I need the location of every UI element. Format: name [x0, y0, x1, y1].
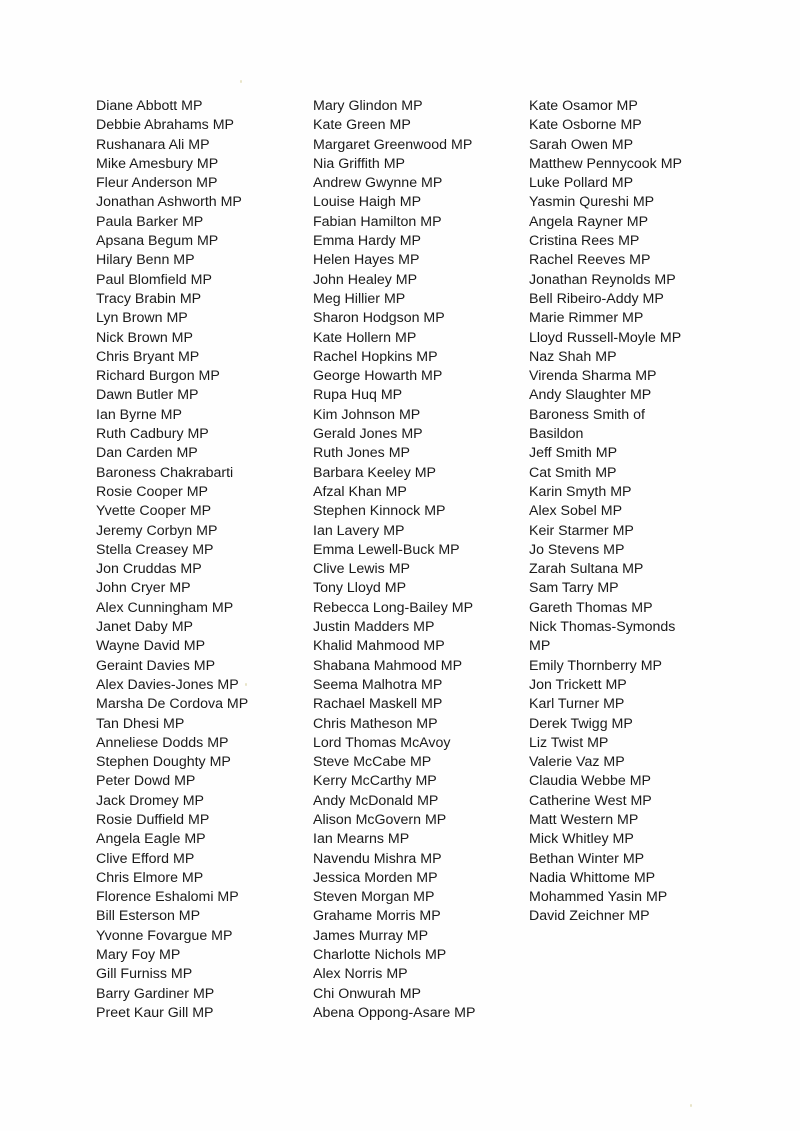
signatory-name: Alex Davies-Jones MP	[96, 676, 239, 693]
signatory-name: Margaret Greenwood MP	[313, 136, 473, 153]
signatory-name: Yvonne Fovargue MP	[96, 927, 233, 944]
signatory-name: Alex Norris MP	[313, 966, 408, 983]
signatory-name: Sam Tarry MP	[529, 580, 619, 597]
signatory-name: Navendu Mishra MP	[313, 850, 442, 867]
signatory-name: Jeremy Corbyn MP	[96, 522, 218, 539]
signatory-name: Bill Esterson MP	[96, 908, 201, 925]
signatory-name: Nick Brown MP	[96, 329, 193, 346]
signatory-name: Valerie Vaz MP	[529, 754, 625, 771]
signatory-name: Mary Foy MP	[96, 947, 181, 964]
signatory-name: Angela Eagle MP	[96, 831, 206, 848]
signatory-name: Marie Rimmer MP	[529, 310, 644, 327]
signatory-name: Wayne David MP	[96, 638, 206, 655]
signatory-name: Mohammed Yasin MP	[529, 889, 668, 906]
signatory-name: Tracy Brabin MP	[96, 290, 202, 307]
signatory-name: Janet Daby MP	[96, 619, 193, 636]
signatory-name: Emily Thornberry MP	[529, 657, 662, 674]
signatory-column-1	[96, 97, 306, 1023]
signatory-name: Barry Gardiner MP	[96, 985, 215, 1002]
signatory-name: Lyn Brown MP	[96, 310, 188, 327]
signatory-name: Anneliese Dodds MP	[96, 734, 229, 751]
signatory-name: Seema Malhotra MP	[313, 676, 443, 693]
signatory-name: Ian Mearns MP	[313, 831, 410, 848]
signatory-name: Ruth Jones MP	[313, 445, 410, 462]
signatory-name: Chris Elmore MP	[96, 869, 204, 886]
signatory-column-2	[313, 97, 523, 1023]
signatory-name: Gill Furniss MP	[96, 966, 193, 983]
signatory-name: Angela Rayner MP	[529, 213, 649, 230]
signatory-name: Rosie Cooper MP	[96, 483, 208, 500]
signatory-name: Andrew Gwynne MP	[313, 175, 443, 192]
signatory-name: Nia Griffith MP	[313, 155, 405, 172]
signatory-name: Cristina Rees MP	[529, 233, 640, 250]
signatory-name: Gerald Jones MP	[313, 426, 423, 443]
signatory-name: James Murray MP	[313, 927, 429, 944]
signatory-name: David Zeichner MP	[529, 908, 650, 925]
signatory-name: Rachael Maskell MP	[313, 696, 443, 713]
signatory-name: Stella Creasey MP	[96, 541, 214, 558]
signatory-name: Ian Lavery MP	[313, 522, 405, 539]
signatory-name: Alex Sobel MP	[529, 503, 623, 520]
signatory-name: Bethan Winter MP	[529, 850, 645, 867]
signatory-name: Baroness Smith of Basildon	[529, 406, 645, 443]
signatory-name: Jon Cruddas MP	[96, 561, 202, 578]
signatory-name: Matthew Pennycook MP	[529, 155, 682, 172]
signatory-name: Tony Lloyd MP	[313, 580, 407, 597]
signatory-name: Rushanara Ali MP	[96, 136, 210, 153]
signatory-name: Baroness Chakrabarti	[96, 464, 234, 481]
signatory-name: Virenda Sharma MP	[529, 368, 657, 385]
signatory-name: Rosie Duffield MP	[96, 811, 210, 828]
signatory-name: Meg Hillier MP	[313, 290, 406, 307]
signatory-name: Louise Haigh MP	[313, 194, 422, 211]
signatory-name: Bell Ribeiro-Addy MP	[529, 290, 664, 307]
signatory-name: Clive Lewis MP	[313, 561, 410, 578]
signatory-name: Marsha De Cordova MP	[96, 696, 249, 713]
signatory-name: Ruth Cadbury MP	[96, 426, 209, 443]
signatory-name: Zarah Sultana MP	[529, 561, 644, 578]
signatory-name: Diane Abbott MP	[96, 98, 203, 114]
signatory-name: Barbara Keeley MP	[313, 464, 437, 481]
paper-speck	[690, 1104, 692, 1107]
signatory-name: Jonathan Reynolds MP	[529, 271, 676, 288]
signatory-name: Rachel Hopkins MP	[313, 348, 438, 365]
signatory-name: Rebecca Long-Bailey MP	[313, 599, 474, 616]
signatory-name: John Cryer MP	[96, 580, 191, 597]
signatory-name: Jack Dromey MP	[96, 792, 204, 809]
signatory-name: Yasmin Qureshi MP	[529, 194, 655, 211]
signatory-name: Ian Byrne MP	[96, 406, 182, 423]
signatory-name: Steve McCabe MP	[313, 754, 432, 771]
signatory-name: Steven Morgan MP	[313, 889, 435, 906]
signatory-name: Jeff Smith MP	[529, 445, 618, 462]
signatory-name: Fabian Hamilton MP	[313, 213, 442, 230]
signatory-name: Stephen Doughty MP	[96, 754, 231, 771]
signatory-name: Karl Turner MP	[529, 696, 625, 713]
signatory-name: Gareth Thomas MP	[529, 599, 653, 616]
signatory-name: Paula Barker MP	[96, 213, 204, 230]
signatory-name: Keir Starmer MP	[529, 522, 634, 539]
signatory-name: Justin Madders MP	[313, 619, 435, 636]
signatory-name: Khalid Mahmood MP	[313, 638, 445, 655]
signatory-name: Florence Eshalomi MP	[96, 889, 239, 906]
signatory-name: Chris Bryant MP	[96, 348, 200, 365]
signatory-name: Fleur Anderson MP	[96, 175, 218, 192]
signatory-name: Jon Trickett MP	[529, 676, 627, 693]
signatory-name: Emma Hardy MP	[313, 233, 421, 250]
signatory-name: Rachel Reeves MP	[529, 252, 651, 269]
signatory-name: Kate Hollern MP	[313, 329, 417, 346]
signatory-name: Geraint Davies MP	[96, 657, 216, 674]
signatory-name: Luke Pollard MP	[529, 175, 634, 192]
signatory-name: Alison McGovern MP	[313, 811, 447, 828]
signatory-name: Charlotte Nichols MP	[313, 947, 447, 964]
signatory-name: John Healey MP	[313, 271, 418, 288]
signatory-name: Tan Dhesi MP	[96, 715, 185, 732]
signatory-name: Clive Efford MP	[96, 850, 195, 867]
signatory-name: Peter Dowd MP	[96, 773, 196, 790]
signatory-column-3	[529, 97, 729, 927]
signatory-name: Liz Twist MP	[529, 734, 609, 751]
signatory-name: Andy Slaughter MP	[529, 387, 652, 404]
signatory-name: Hilary Benn MP	[96, 252, 195, 269]
signatory-name: Dawn Butler MP	[96, 387, 199, 404]
signatory-name: Yvette Cooper MP	[96, 503, 212, 520]
signatory-name: Apsana Begum MP	[96, 233, 219, 250]
signatory-name: Nick Thomas-Symonds MP	[529, 619, 676, 655]
signatory-name: Karin Smyth MP	[529, 483, 632, 500]
signatory-name: Mike Amesbury MP	[96, 155, 219, 172]
signatory-name: Richard Burgon MP	[96, 368, 220, 385]
signatory-name: Nadia Whittome MP	[529, 869, 656, 886]
signatory-name: Debbie Abrahams MP	[96, 117, 235, 134]
signatory-name: Chris Matheson MP	[313, 715, 438, 732]
signatory-name: Claudia Webbe MP	[529, 773, 651, 790]
signatory-name: Rupa Huq MP	[313, 387, 403, 404]
signatory-name: Preet Kaur Gill MP	[96, 1004, 214, 1021]
signatory-name: Mick Whitley MP	[529, 831, 634, 848]
signatory-name: Kim Johnson MP	[313, 406, 421, 423]
signatory-name: Abena Oppong-Asare MP	[313, 1004, 476, 1021]
signatory-name: Dan Carden MP	[96, 445, 198, 462]
signatory-name: Stephen Kinnock MP	[313, 503, 446, 520]
signatory-name: Shabana Mahmood MP	[313, 657, 463, 674]
paper-speck	[245, 683, 247, 686]
signatory-name: Jonathan Ashworth MP	[96, 194, 242, 211]
signatory-name: Mary Glindon MP	[313, 98, 423, 114]
signatory-name: Kate Osamor MP	[529, 98, 638, 114]
signatory-name: Helen Hayes MP	[313, 252, 420, 269]
signatory-name: Sharon Hodgson MP	[313, 310, 445, 327]
signatory-name: Derek Twigg MP	[529, 715, 633, 732]
signatory-name: George Howarth MP	[313, 368, 443, 385]
signatory-name: Kate Green MP	[313, 117, 411, 134]
signatory-name: Afzal Khan MP	[313, 483, 407, 500]
signatory-name: Jo Stevens MP	[529, 541, 625, 558]
signatory-name: Chi Onwurah MP	[313, 985, 422, 1002]
signatory-name: Cat Smith MP	[529, 464, 617, 481]
signatory-name: Paul Blomfield MP	[96, 271, 212, 288]
signatory-name: Grahame Morris MP	[313, 908, 441, 925]
signatory-name: Alex Cunningham MP	[96, 599, 234, 616]
signatory-name: Catherine West MP	[529, 792, 652, 809]
signatory-name: Matt Western MP	[529, 811, 639, 828]
signatory-name: Naz Shah MP	[529, 348, 617, 365]
signatory-name: Lloyd Russell-Moyle MP	[529, 329, 682, 346]
signatory-name: Sarah Owen MP	[529, 136, 634, 153]
paper-speck	[240, 80, 242, 83]
signatory-name: Lord Thomas McAvoy	[313, 734, 451, 751]
signatory-name: Andy McDonald MP	[313, 792, 439, 809]
signatory-name: Jessica Morden MP	[313, 869, 438, 886]
signatory-name: Kerry McCarthy MP	[313, 773, 437, 790]
signatory-name: Emma Lewell-Buck MP	[313, 541, 460, 558]
signatory-name: Kate Osborne MP	[529, 117, 642, 134]
